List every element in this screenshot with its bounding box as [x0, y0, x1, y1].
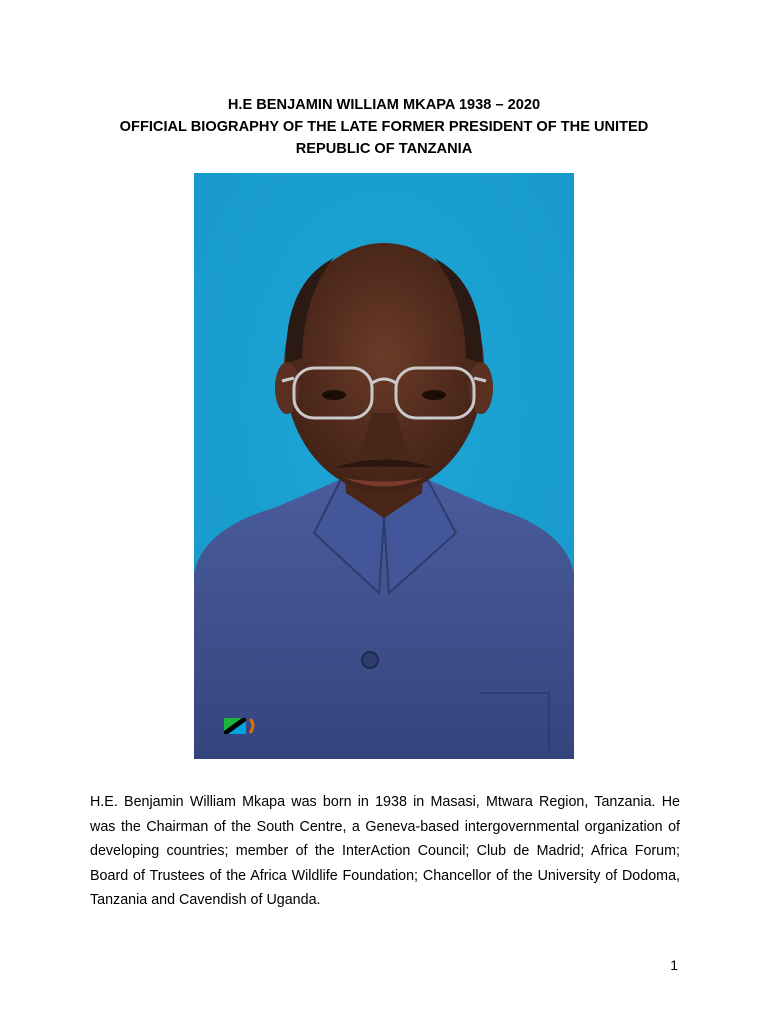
page-number: 1 [670, 957, 678, 973]
title-line-name: H.E BENJAMIN WILLIAM MKAPA 1938 – 2020 [227, 97, 541, 113]
portrait-button [362, 652, 378, 668]
title-line-subtitle: OFFICIAL BIOGRAPHY OF THE LATE FORMER PRESIDENT OF THE UNITED [119, 119, 649, 135]
title-line-country: REPUBLIC OF TANZANIA [295, 141, 473, 157]
portrait-photo [194, 173, 574, 759]
document-title [60, 94, 708, 160]
biography-paragraph: H.E. Benjamin William Mkapa was born in 1938 in Masasi, Mtwara Region, Tanzania. He was the Chairman of the South Centre, a Geneva-based intergovernmental organization of developing countries; member of the InterAction Council; Club de Madrid; Africa Forum; Board of Trustees of the Africa Wildlife Foundation; Chancellor of the University of Dodoma, Tanzania and Cavendish of Uganda. [90, 794, 680, 909]
